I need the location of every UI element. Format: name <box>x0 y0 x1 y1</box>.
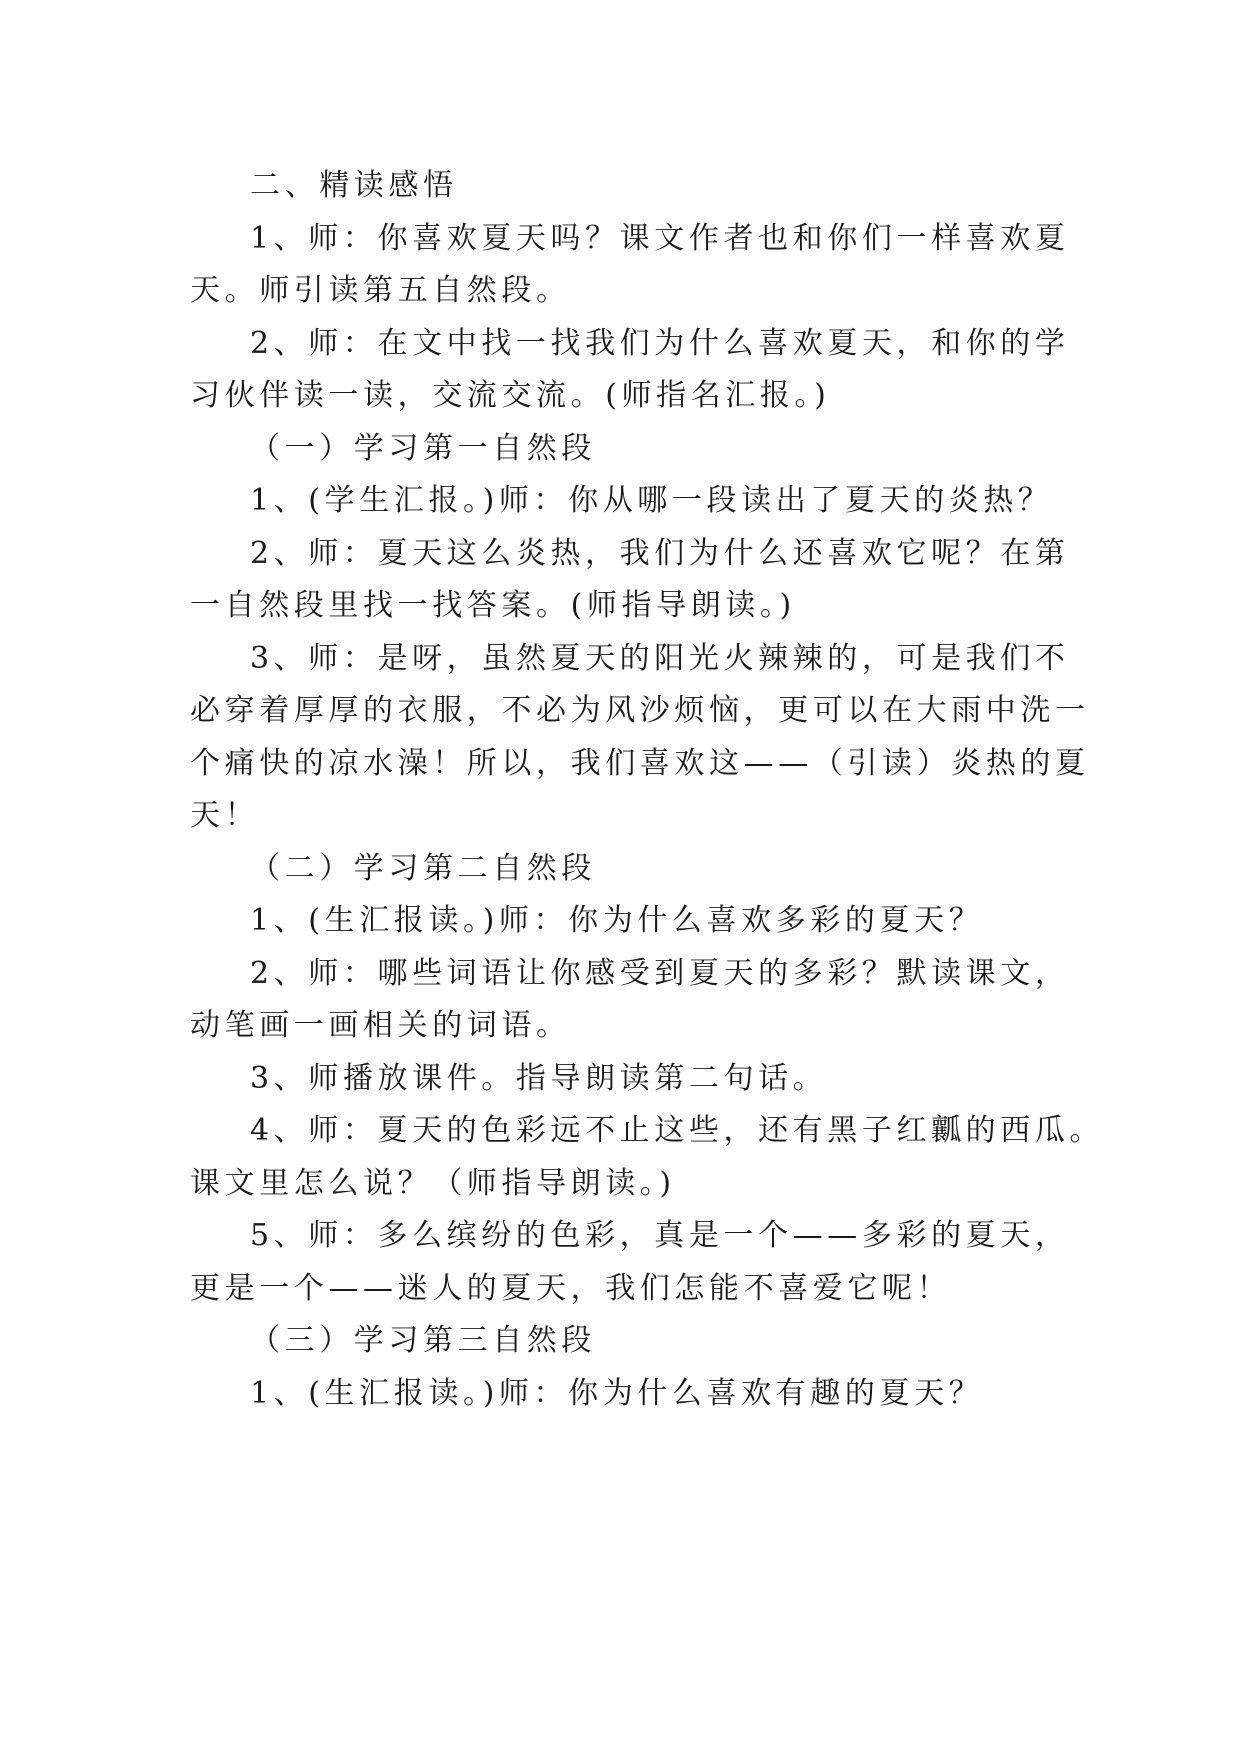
text-line: （一）学习第一自然段 <box>250 430 596 466</box>
text-line: 1、(学生汇报。)师：你从哪一段读出了夏天的炎热？ <box>250 483 1053 518</box>
paragraph <box>190 895 1070 948</box>
text-line: 1、师：你喜欢夏天吗？课文作者也和你们一样喜欢夏 <box>250 220 1070 256</box>
paragraph <box>190 528 1070 633</box>
text-line: 习伙伴读一读，交流交流。(师指名汇报。) <box>190 378 831 413</box>
paragraph <box>190 1210 1070 1315</box>
text-line: 天！ <box>190 798 260 833</box>
text-line: 3、师：是呀，虽然夏天的阳光火辣辣的，可是我们不 <box>250 640 1070 676</box>
text-line: 1、(生汇报读。)师：你为什么喜欢多彩的夏天？ <box>250 903 984 938</box>
text-line: 二、精读感悟 <box>250 168 458 203</box>
subsection-heading <box>190 1315 1070 1368</box>
text-line: （二）学习第二自然段 <box>250 850 596 886</box>
text-line: 动笔画一画相关的词语。 <box>190 1008 571 1043</box>
text-line: 必穿着厚厚的衣服，不必为风沙烦恼，更可以在大雨中洗一 <box>190 693 1090 728</box>
text-line: 2、师：哪些词语让你感受到夏天的多彩？默读课文， <box>250 955 1070 991</box>
paragraph <box>190 633 1090 843</box>
text-line: 4、师：夏天的色彩远不止这些，还有黑子红瓤的西瓜。 <box>250 1113 1105 1148</box>
text-line: 天。师引读第五自然段。 <box>190 273 571 308</box>
paragraph <box>190 475 1070 528</box>
text-line: 课文里怎么说？（师指导朗读。) <box>190 1165 676 1201</box>
paragraph <box>190 1368 1070 1421</box>
paragraph <box>190 213 1070 318</box>
text-line: （三）学习第三自然段 <box>250 1323 596 1358</box>
paragraph <box>190 318 1070 423</box>
text-line: 个痛快的凉水澡！所以，我们喜欢这——（引读）炎热的夏 <box>190 745 1090 781</box>
paragraph <box>190 1105 1105 1210</box>
section-heading <box>190 160 1070 213</box>
text-line: 5、师：多么缤纷的色彩，真是一个——多彩的夏天， <box>250 1218 1070 1253</box>
text-line: 更是一个——迷人的夏天，我们怎能不喜爱它呢！ <box>190 1270 952 1306</box>
subsection-heading <box>190 843 1070 896</box>
text-line: 2、师：夏天这么炎热，我们为什么还喜欢它呢？在第 <box>250 535 1070 571</box>
text-line: 1、(生汇报读。)师：你为什么喜欢有趣的夏天？ <box>250 1375 984 1411</box>
paragraph <box>190 948 1070 1053</box>
text-line: 一自然段里找一找答案。(师指导朗读。) <box>190 588 796 623</box>
document-body <box>190 160 1105 1420</box>
paragraph <box>190 1053 1070 1106</box>
text-line: 2、师：在文中找一找我们为什么喜欢夏天，和你的学 <box>250 325 1070 361</box>
text-line: 3、师播放课件。指导朗读第二句话。 <box>250 1060 828 1096</box>
subsection-heading <box>190 423 1070 476</box>
